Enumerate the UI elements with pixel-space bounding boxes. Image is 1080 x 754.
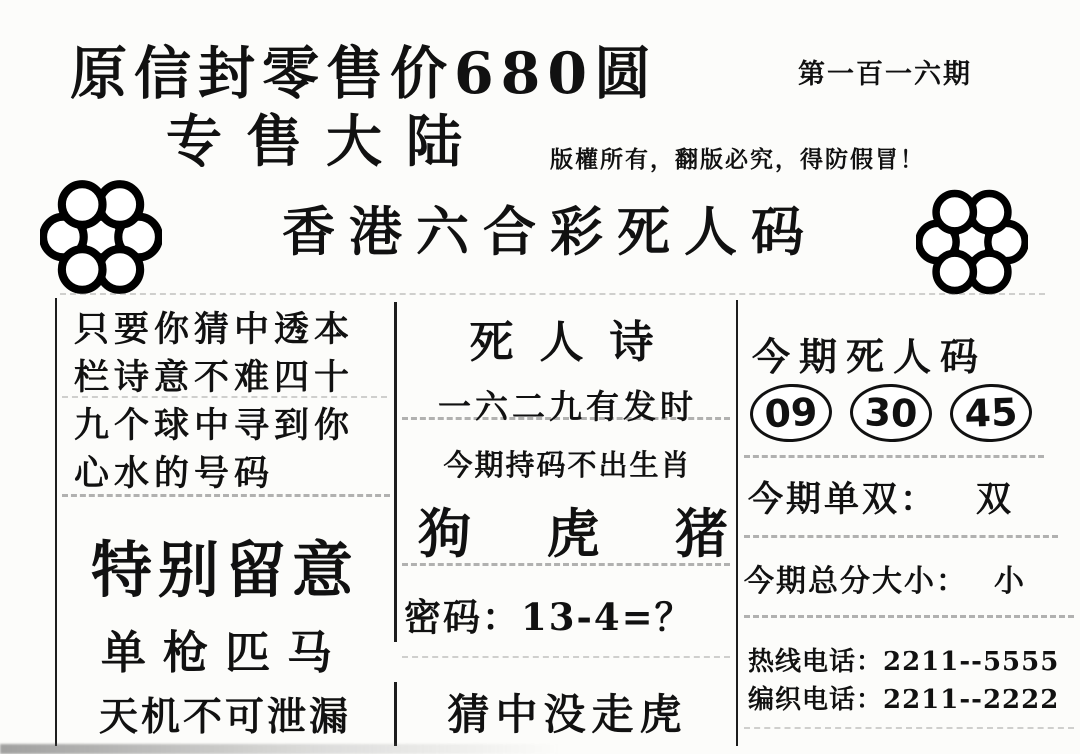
secret-code-line: 密码：13-4=？	[404, 595, 694, 639]
zodiac-item: 猪	[675, 503, 728, 565]
divider	[744, 727, 1074, 729]
zodiac-item: 虎	[546, 503, 600, 565]
idiom-phrase: 单枪匹马	[100, 626, 349, 679]
middle-footer-line: 猜中没走虎	[447, 690, 688, 739]
divider	[402, 656, 730, 658]
column-divider	[394, 682, 397, 746]
editor-phone-line: 编织电话：2211--2222	[748, 685, 1060, 715]
divider	[60, 293, 1045, 295]
zodiac-hint-line: 今期持码不出生肖	[443, 448, 692, 482]
left-footer-line: 天机不可泄漏	[98, 694, 351, 740]
total-size-label: 今期总分大小：	[744, 564, 968, 599]
poem-verse: 一六二九有发时	[438, 387, 697, 426]
total-size-line	[744, 556, 1026, 600]
poem-line: 心水的号码	[74, 453, 275, 494]
hotline-phone-line: 热线电话：2211--5555	[748, 647, 1060, 677]
scan-smudge	[0, 744, 560, 754]
column-divider	[736, 300, 738, 746]
poem-line: 栏诗意不难四十	[74, 357, 355, 398]
number-list	[750, 384, 1048, 442]
price-line: 原信封零售价680圆	[70, 40, 658, 107]
circled-number: 45	[949, 383, 1033, 444]
issue-number: 第一百一六期	[798, 59, 972, 90]
ball-cluster-icon	[40, 176, 162, 298]
poem-line: 九个球中寻到你	[74, 405, 355, 446]
ball-cluster-icon	[916, 186, 1028, 298]
dead-man-poem-title: 死人诗	[469, 317, 680, 368]
divider	[744, 535, 1058, 538]
circled-number: 09	[749, 382, 834, 444]
odd-even-value: 双	[976, 479, 1015, 520]
odd-even-line	[748, 472, 1014, 522]
total-size-value: 小	[994, 564, 1026, 599]
circled-number: 30	[849, 383, 933, 444]
copyright-notice: 版權所有，翻版必究，得防假冒！	[550, 146, 925, 173]
poem-line: 只要你猜中透本	[74, 309, 355, 350]
special-attention-heading: 特别留意	[90, 535, 359, 606]
zodiac-list	[412, 492, 734, 568]
odd-even-label: 今期单双：	[748, 479, 939, 520]
divider	[744, 615, 1074, 618]
zodiac-item: 狗	[418, 503, 471, 565]
market-line: 专售大陆	[166, 109, 486, 175]
page-title: 香港六合彩死人码	[282, 201, 818, 263]
divider	[744, 455, 1044, 458]
dead-man-numbers-title: 今期死人码	[752, 334, 988, 379]
left-poem	[62, 306, 402, 498]
